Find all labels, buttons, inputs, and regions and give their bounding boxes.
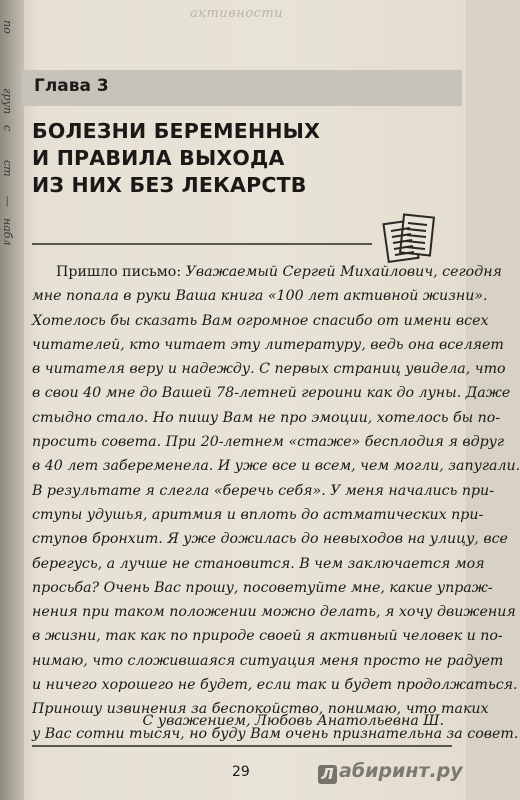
text-line: ступов бронхит. Я уже дожилась до невыходов на улицу, все [32, 531, 508, 548]
text-line: ступы удушья, аритмия и вплоть до астматических при- [32, 506, 484, 523]
edge-fragment: ст [1, 160, 14, 177]
text-line: в жизни, так как по природе своей я активный человек и по- [32, 628, 503, 645]
text-line: в читателя веру и надежду. С первых страниц увидела, что [32, 361, 506, 378]
text-line: Хотелось бы сказать Вам огромное спасибо от имени всех [32, 312, 489, 329]
divider [32, 745, 452, 747]
text-line: берегусь, а лучше не становится. В чем заключается моя [32, 555, 485, 572]
text-line: В результате я слегла «беречь себя». У меня начались при- [32, 482, 494, 499]
text-line: у Вас сотни тысяч, но буду Вам очень признательна за совет. [32, 725, 519, 742]
text-line: в свои 40 мне до Вашей 78-летней героини как до луны. Даже [32, 385, 511, 402]
page-number: 29 [232, 764, 250, 780]
text-line: мне попала в руки Ваша книга «100 лет активной жизни». [32, 288, 488, 305]
chapter-title [32, 118, 452, 199]
watermark-text: абиринт.ру [339, 760, 463, 782]
text-line [32, 260, 502, 284]
text-line: нимаю, что сложившаяся ситуация меня просто не радует [32, 652, 504, 669]
text-line: читателей, кто читает эту литературу, ведь она вселяет [32, 336, 504, 353]
title-line: И ПРАВИЛА ВЫХОДА [32, 146, 285, 170]
watermark [318, 760, 463, 784]
divider [32, 243, 372, 245]
facing-page-edge [0, 0, 24, 800]
text-line: Приношу извинения за беспокойство, понимаю, что таких [32, 701, 489, 718]
text-line-content: Уважаемый Сергей Михайлович, сегодня [181, 264, 502, 280]
text-line: просьба? Очень Вас прошу, посоветуйте мне, какие упраж- [32, 579, 493, 596]
watermark-logo-icon: Л [318, 765, 337, 784]
chapter-label: Глава 3 [34, 76, 109, 96]
letter-signature: С уважением, Любовь Анатольевна Ш. [142, 713, 444, 729]
title-line: ИЗ НИХ БЕЗ ЛЕКАРСТВ [32, 173, 307, 197]
letter-body [32, 260, 520, 746]
edge-fragment: с [1, 125, 14, 132]
text-line: в 40 лет забеременела. И уже все и всем, чем могли, запугали. [32, 458, 520, 475]
text-line: и ничего хорошего не будет, если так и будет продолжаться. [32, 677, 518, 694]
show-through-text: активности [190, 6, 284, 21]
edge-fragment: — [1, 196, 14, 207]
letter-lead: Пришло письмо: [56, 264, 182, 280]
documents-icon [380, 212, 440, 264]
edge-fragment: груп [1, 88, 14, 115]
title-line: БОЛЕЗНИ БЕРЕМЕННЫХ [32, 119, 321, 143]
text-line: просить совета. При 20-летнем «стаже» бесплодия я вдруг [32, 434, 505, 451]
text-line: нения при таком положении можно делать, я хочу движения [32, 604, 516, 621]
edge-fragment: набл [1, 218, 14, 246]
edge-fragment: по [1, 20, 14, 34]
text-line: стыдно стало. Но пишу Вам не про эмоции, хотелось бы по- [32, 409, 501, 426]
